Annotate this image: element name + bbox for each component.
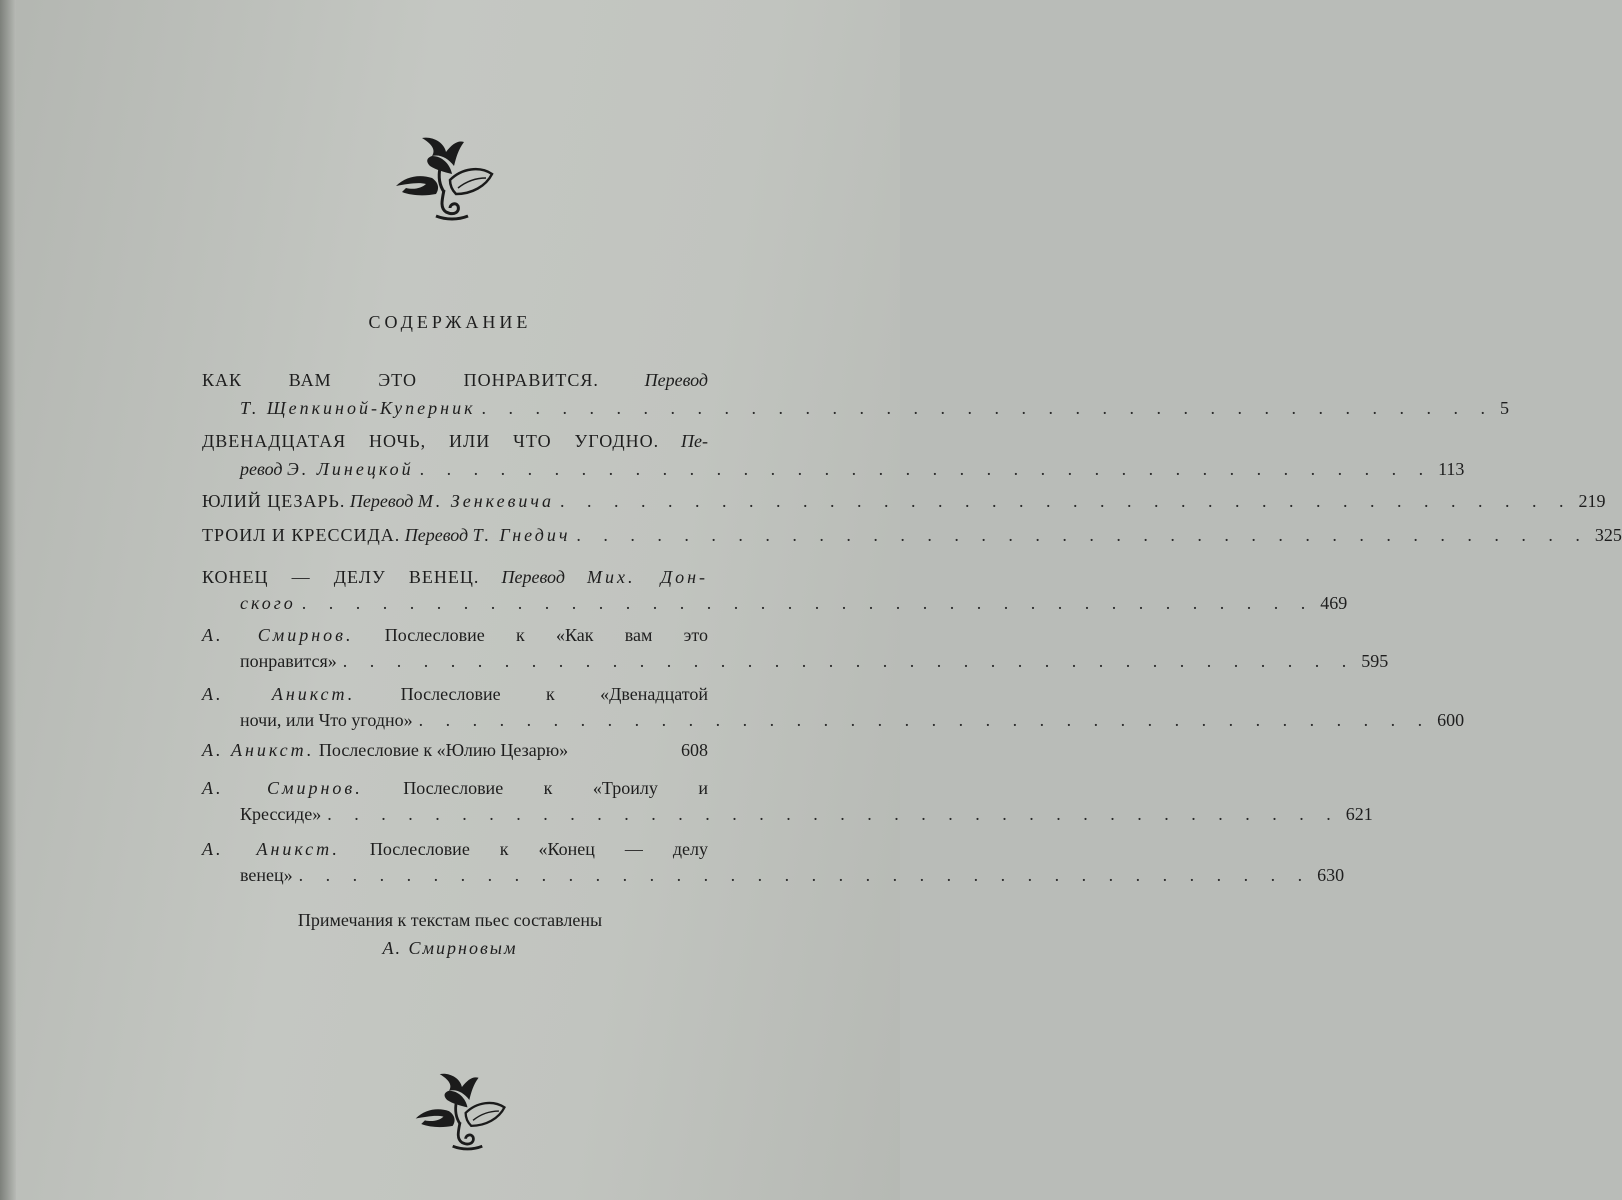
dot-leader: . . . . . . . . . . . . . . . . . . . . . . . . . . . . . . . . . . . . . . [481, 398, 1494, 418]
dot-leader: . . . . . . . . . . . . . . . . . . . . . . . . . . . . . . . . . . . . . . [301, 593, 1315, 613]
toc-entry-line [202, 622, 708, 648]
afterword-text: Послесловие к «Конец — делу [369, 839, 708, 859]
afterword-author: А. Аникст. [202, 839, 340, 859]
translation-label-continued: ревод [240, 459, 283, 479]
toc-entry-line [240, 456, 1465, 482]
translator-name: Мих. Дон- [587, 567, 709, 587]
afterword-text-continued: понравится» [240, 651, 337, 671]
toc-entry-line [202, 488, 1606, 514]
afterword-author: А. Смирнов. [202, 625, 354, 645]
top-floral-ornament-icon [392, 128, 498, 230]
play-title: ДВЕНАДЦАТАЯ НОЧЬ, ИЛИ ЧТО УГОДНО. [202, 431, 660, 451]
toc-entry-line [240, 862, 1345, 888]
afterword-author: А. Аникст. [202, 684, 356, 704]
toc-entry-line [202, 367, 708, 393]
translation-label: Пе- [681, 431, 708, 451]
translation-label: Перевод [404, 525, 469, 545]
toc-entry-line [202, 564, 708, 590]
afterword-text: Послесловие к «Двенадцатой [400, 684, 708, 704]
translation-label: Перевод [501, 567, 565, 587]
toc-entry-line [240, 395, 1509, 421]
afterword-author: А. Смирнов. [202, 778, 363, 798]
play-title: КАК ВАМ ЭТО ПОНРАВИТСЯ. [202, 370, 599, 390]
play-title: ЮЛИЙ ЦЕЗАРЬ. [202, 491, 346, 511]
bottom-floral-ornament-icon [412, 1058, 510, 1166]
page-number: 608 [681, 740, 708, 760]
dot-leader: . . . . . . . . . . . . . . . . . . . . . . . . . . . . . . . . . . . . . . [560, 491, 1573, 511]
dot-leader: . . . . . . . . . . . . . . . . . . . . . . . . . . . . . . . . . . . . . . [418, 710, 1432, 730]
toc-entry-line [240, 648, 1389, 674]
afterword-text: Послесловие к «Юлию Цезарю» [318, 740, 569, 760]
toc-entry-line [240, 707, 1465, 733]
page-number: 630 [1317, 865, 1345, 885]
notes-credit-line: Примечания к текстам пьес составлены [297, 910, 603, 930]
page-number: 219 [1578, 491, 1606, 511]
dot-leader: . . . . . . . . . . . . . . . . . . . . . . . . . . . . . . . . . . . . . . [576, 525, 1589, 545]
page-number: 600 [1437, 710, 1465, 730]
afterword-text-continued: венец» [240, 865, 293, 885]
translation-label: Перевод [349, 491, 414, 511]
play-title: ТРОИЛ И КРЕССИДА. [202, 525, 401, 545]
page-number: 469 [1320, 593, 1348, 613]
afterword-text: Послесловие к «Троилу и [403, 778, 708, 798]
play-title: КОНЕЦ — ДЕЛУ ВЕНЕЦ. [202, 567, 480, 587]
translation-label: Перевод [644, 370, 709, 390]
afterword-text-continued: Крессиде» [240, 804, 322, 824]
dot-leader: . . . . . . . . . . . . . . . . . . . . . . . . . . . . . . . . . . . . . . [342, 651, 1356, 671]
toc-entry-line [202, 737, 708, 763]
translator-name: Э. Линецкой [286, 459, 414, 479]
contents-heading: СОДЕРЖАНИЕ [368, 312, 532, 332]
toc-entry-line [202, 836, 708, 862]
page-number: 113 [1438, 459, 1465, 479]
translator-name: М. Зенкевича [417, 491, 554, 511]
toc-entry-line [202, 775, 708, 801]
translator-name: Т. Щепкиной-Куперник [240, 398, 476, 418]
page-number: 621 [1345, 804, 1373, 824]
toc-entry-line [202, 428, 708, 454]
dot-leader: . . . . . . . . . . . . . . . . . . . . . . . . . . . . . . . . . . . . . . [419, 459, 1433, 479]
toc-entry-line [240, 801, 1373, 827]
toc-entry-line [202, 681, 708, 707]
notes-credit-name: А. Смирновым [382, 938, 518, 958]
toc-entry-line [240, 590, 1348, 616]
translator-name: Т. Гнедич [472, 525, 571, 545]
page-number: 325 [1594, 525, 1622, 545]
page-number: 595 [1361, 651, 1389, 671]
afterword-author: А. Аникст. [202, 740, 315, 760]
afterword-text-continued: ночи, или Что угодно» [240, 710, 413, 730]
book-spine-shadow [0, 0, 16, 1200]
afterword-text: Послесловие к «Как вам это [384, 625, 709, 645]
dot-leader: . . . . . . . . . . . . . . . . . . . . . . . . . . . . . . . . . . . . . . [298, 865, 1312, 885]
dot-leader: . . . . . . . . . . . . . . . . . . . . . . . . . . . . . . . . . . . . . . [327, 804, 1340, 824]
translator-name-continued: ского [240, 593, 296, 613]
toc-entry-line [202, 522, 1622, 548]
page-number: 5 [1500, 398, 1509, 418]
